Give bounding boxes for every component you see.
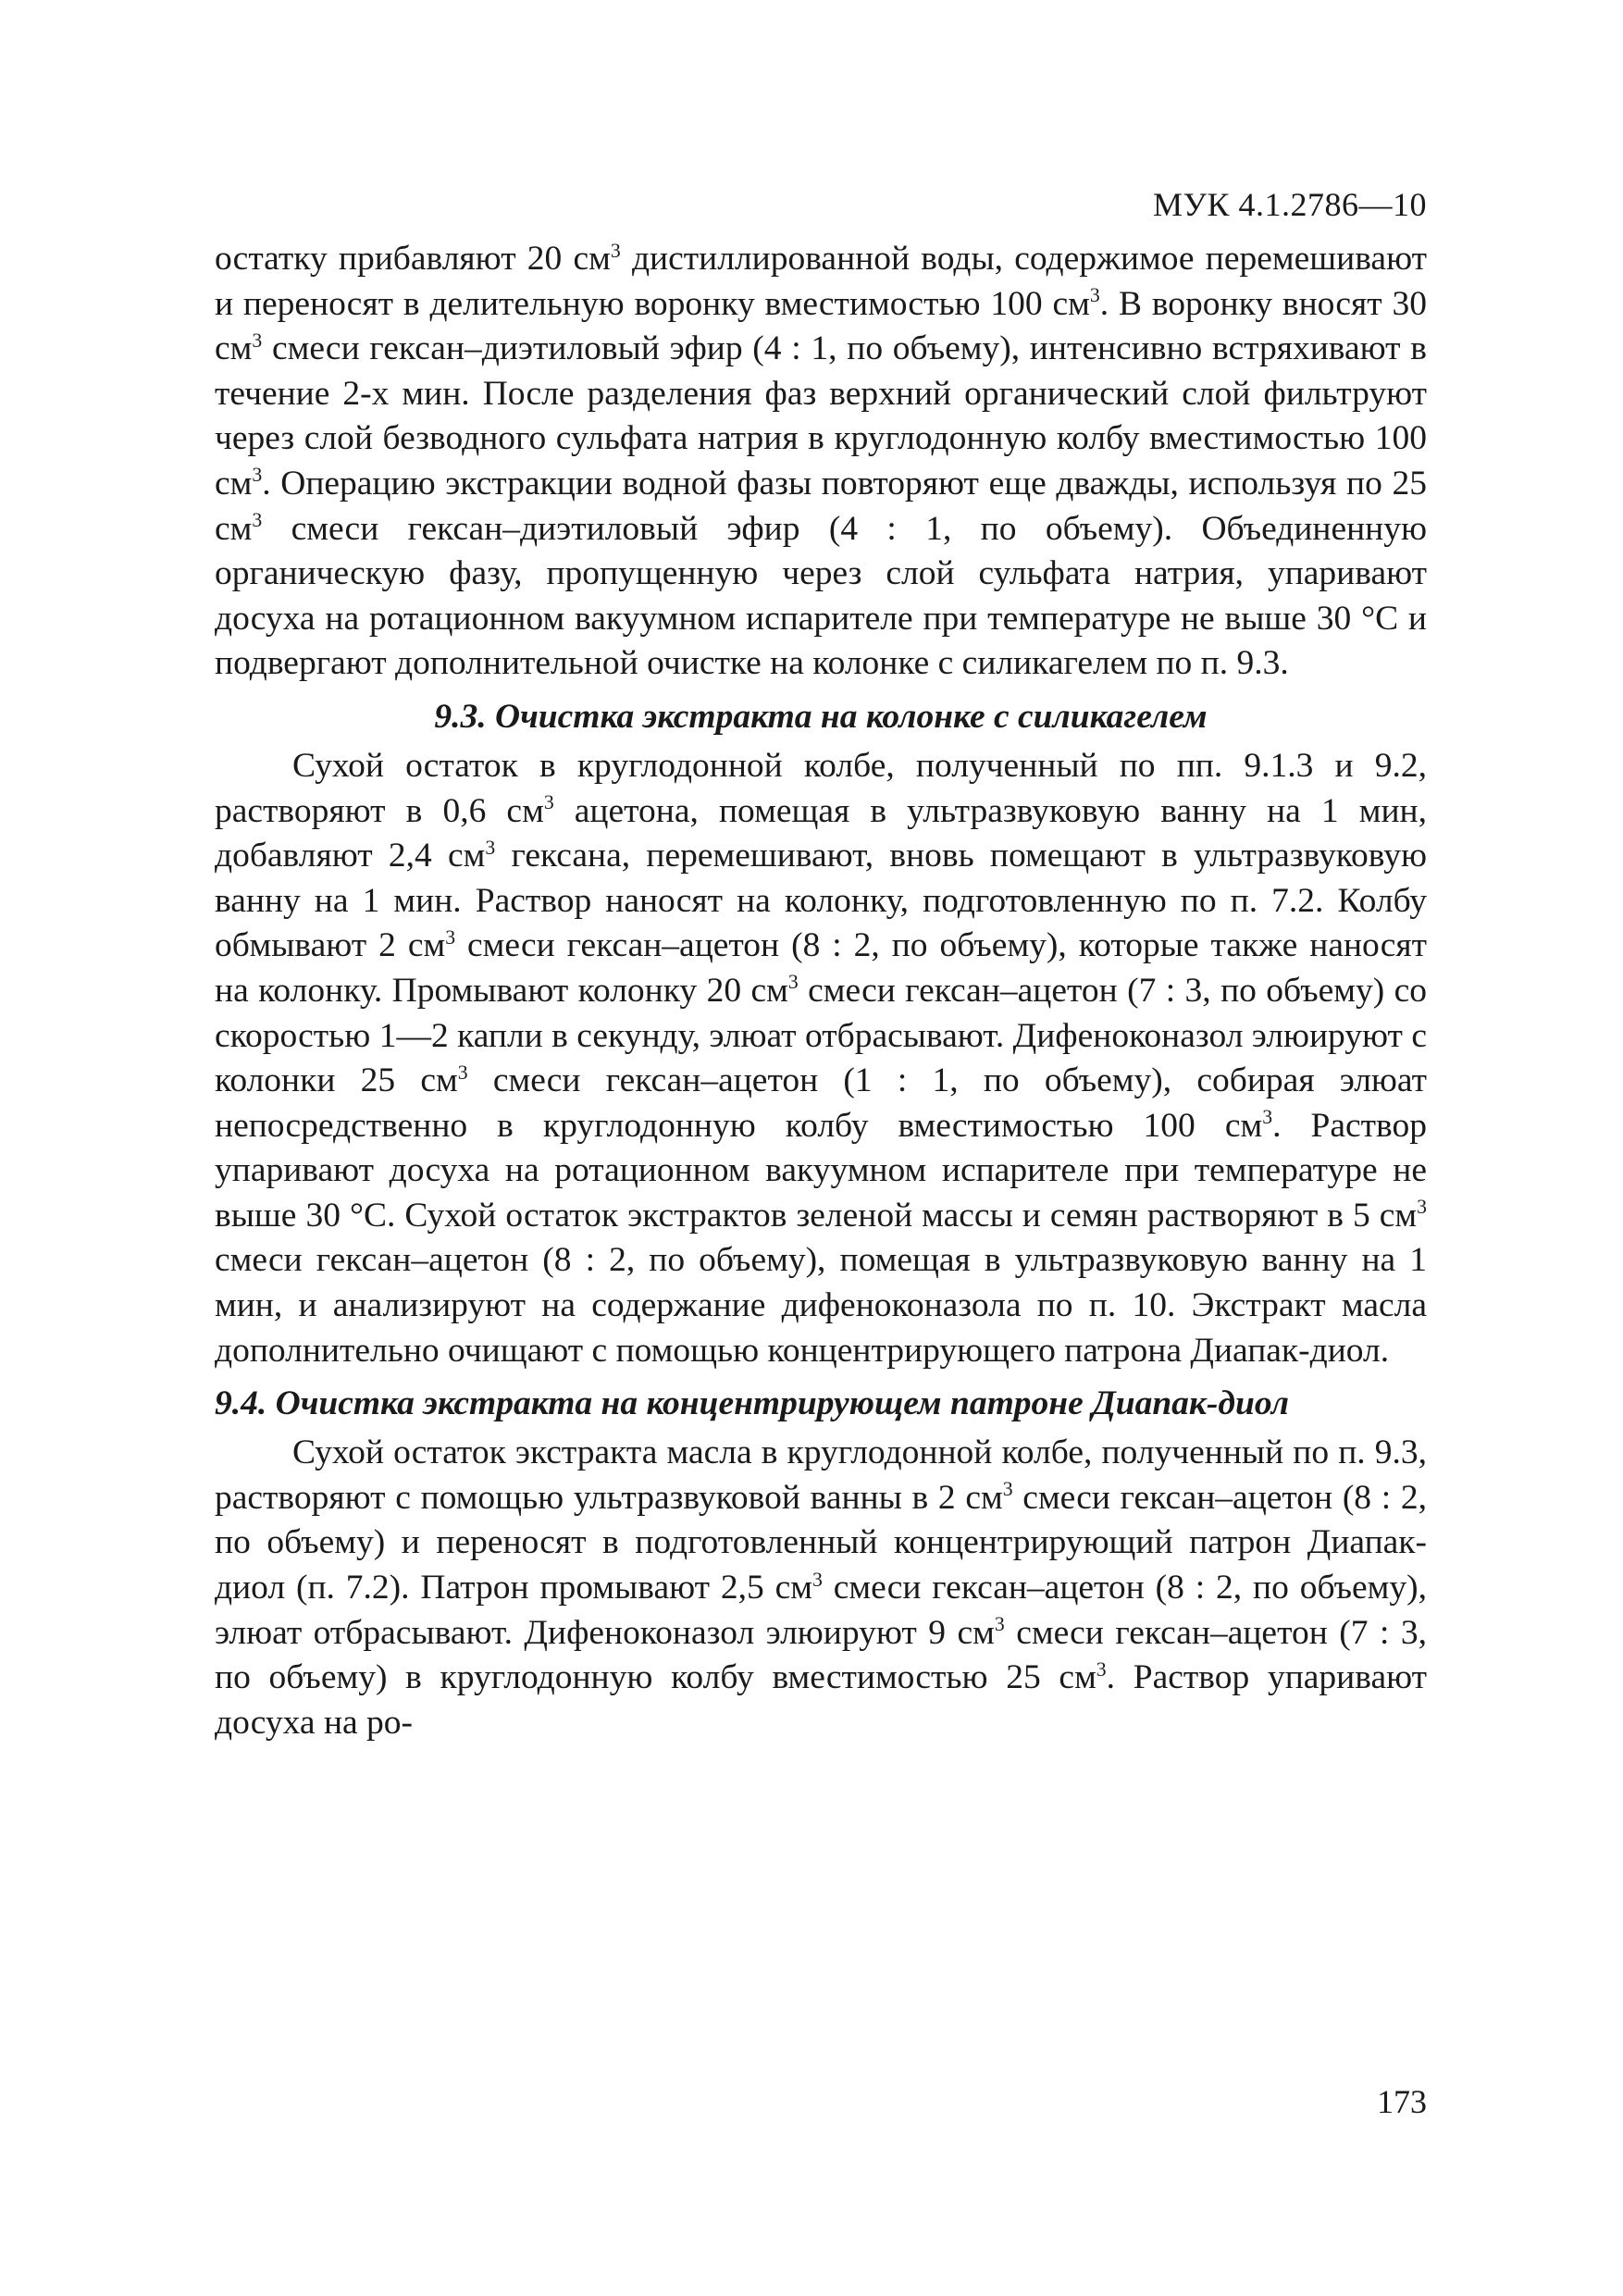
paragraph-continuation: остатку прибавляют 20 $см^3$ дистиллированной воды, содержимое перемешивают и переносят в делительную воронку вместимостью 100 $см^3$. В воронку вносят 30 $см^3$ смеси гексан–диэтиловый эфир (4 : 1, по объему), интенсивно встряхивают в течение 2-х мин. После разделения фаз верхний органический слой фильтруют через слой безводного сульфата натрия в круглодонную колбу вместимостью 100 $см^3$. Операцию экстракции водной фазы повторяют еще дважды, используя по 25 $см^3$ смеси гексан–диэтиловый эфир (4 : 1, по объему). Объединенную органическую фазу, пропущенную через слой сульфата натрия, упаривают досуха на ротационном вакуумном испарителе при температуре не выше 30 °С и подвергают дополнительной очистке на колонке с силикагелем по п. 9.3. xyxy=(215,239,1427,683)
section-9-4-paragraph: Сухой остаток экстракта масла в круглодонной колбе, полученный по п. 9.3, растворяют с помощью ультразвуковой ванны в 2 $см^3$ смеси гексан–ацетон (8 : 2, по объему) и переносят в подготовленный концентрирующий патрон Диапак-диол (п. 7.2). Патрон промывают 2,5 $см^3$ смеси гексан–ацетон (8 : 2, по объему), элюат отбрасывают. Дифеноконазол элюируют 9 $см^3$ смеси гексан–ацетон (7 : 3, по объему) в круглодонную колбу вместимостью 25 $см^3$. Раствор упаривают досуха на ро- xyxy=(215,1433,1428,1742)
section-9-3-heading: 9.3. Очистка экстракта на колонке с силикагелем xyxy=(434,697,1208,736)
page-number: 173 xyxy=(1377,2083,1427,2120)
document-code-header: МУК 4.1.2786—10 xyxy=(1152,186,1427,223)
section-9-3-paragraph: Сухой остаток в круглодонной колбе, полученный по пп. 9.1.3 и 9.2, растворяют в 0,6 $см^3$ ацетона, помещая в ультразвуковую ванну на 1 мин, добавляют 2,4 $см^3$ гексана, перемешивают, вновь помещают в ультразвуковую ванну на 1 мин. Раствор наносят на колонку, подготовленную по п. 7.2. Колбу обмывают 2 $см^3$ смеси гексан–ацетон (8 : 2, по объему), которые также наносят на колонку. Промывают колонку 20 $см^3$ смеси гексан–ацетон (7 : 3, по объему) со скоростью 1—2 капли в секунду, элюат отбрасывают. Дифеноконазол элюируют с колонки 25 $см^3$ смеси гексан–ацетон (1 : 1, по объему), собирая элюат непосредственно в круглодонную колбу вместимостью 100 $см^3$. Раствор упаривают досуха на ротационном вакуумном испарителе при температуре не выше 30 °С. Сухой остаток экстрактов зеленой массы и семян растворяют в 5 $см^3$ смеси гексан–ацетон (8 : 2, по объему), помещая в ультразвуковую ванну на 1 мин, и анализируют на содержание дифеноконазола по п. 10. Экстракт масла дополнительно очищают с помощью концентрирующего патрона Диапак-диол. xyxy=(215,746,1428,1370)
body-text xyxy=(215,237,1427,1745)
section-9-4-heading: 9.4. Очистка экстракта на концентрирующем патроне Диапак-диол xyxy=(215,1384,1289,1423)
